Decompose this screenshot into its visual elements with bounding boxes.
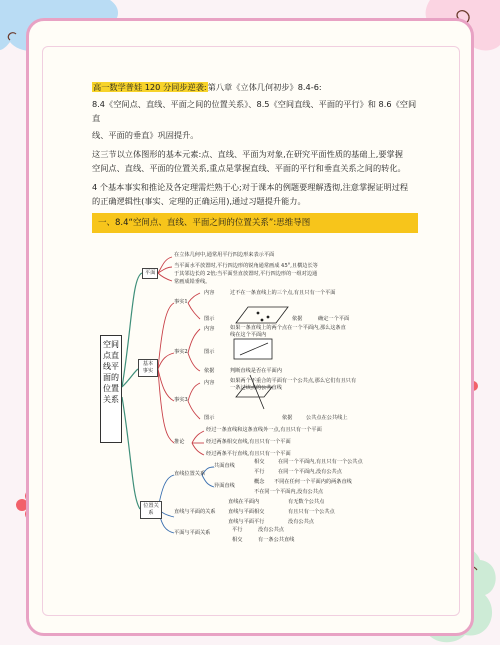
fact1-figure-label: 图示 xyxy=(204,316,215,322)
pp-intersect-desc: 有一条公共直线 xyxy=(258,537,295,543)
plane-note-4: 常画成铅垂线。 xyxy=(174,279,211,285)
fact1-basis-label: 依据 xyxy=(292,316,303,322)
fact1-content-label: 内容 xyxy=(204,290,215,296)
paragraph-2b: 的正确逻辑性(事实、定理的正确运用),通过习题提升能力。 xyxy=(92,196,306,206)
node-skew: 异面直线 xyxy=(214,483,235,489)
node-line-relations: 直线位置关系 xyxy=(174,471,206,477)
node-line-plane: 直线与平面的关系 xyxy=(174,509,216,515)
plane-note-3: 于其邻边长的 2倍;当平面竖直放置时,平行四边形的一组对边通 xyxy=(174,271,318,277)
pp-parallel-desc: 没有公共点 xyxy=(258,527,284,533)
pp-parallel: 平行 xyxy=(232,527,243,533)
fact1-basis: 确定一个平面 xyxy=(318,316,350,322)
node-fact-2: 事实2 xyxy=(174,349,188,355)
node-plane: 平面 xyxy=(142,268,158,279)
fact2-content: 如果一条直线上的两个点在一个平面内,那么这条直线在这个平面内 xyxy=(230,325,346,338)
section-title: 一、8.4“空间点、直线、平面之间的位置关系”:思维导图 xyxy=(92,213,418,233)
chapter-title: 第八章《立体几何初步》8.4-6: xyxy=(207,82,322,92)
mind-map xyxy=(92,247,418,627)
node-intersect: 相交 xyxy=(254,459,265,465)
fact1-content: 过不在一条直线上的三个点,有且只有一个平面 xyxy=(230,290,336,296)
parallel-desc: 在同一个平面内,没有公共点 xyxy=(278,469,342,475)
mind-map-root: 空间点直线平面的位置关系 xyxy=(100,335,122,443)
node-fact-1: 事实1 xyxy=(174,299,188,305)
intro-line-2: 8.4《空间点、直线、平面之间的位置关系》、8.5《空间直线、平面的平行》和 8.6《空间直 xyxy=(92,99,417,123)
paragraph-1a: 这三节以立体图形的基本元素:点、直线、平面为对象,在研究平面性质的基础上,要掌握 xyxy=(92,149,403,159)
fact3-content: 如果两个不重合的平面有一个公共点,那么它们有且只有一条过该点的公共直线 xyxy=(230,378,357,391)
fact3-basis: 公共点在公共线上 xyxy=(306,415,348,421)
fact2-figure-label: 图示 xyxy=(204,349,215,355)
fact2-basis-label: 依据 xyxy=(204,368,215,374)
node-lemma: 推论 xyxy=(174,439,185,445)
fact3-basis-label: 依据 xyxy=(282,415,293,421)
lemma-3: 经过两条平行直线,有且只有一个平面 xyxy=(206,451,291,457)
plane-note-2: 当平面水平放置时,平行四边形的锐角通常画成 45°,且横边长等 xyxy=(174,263,318,269)
intro-line-1 xyxy=(92,80,418,94)
skew-desc-1: 不同在任何一个平面内的两条直线 xyxy=(274,479,352,485)
fact2-basis: 判断直线是否在平面内 xyxy=(230,368,282,374)
lp-1-desc: 有无数个公共点 xyxy=(288,499,325,505)
skew-concept-label: 概念 xyxy=(254,479,265,485)
skew-desc-2: 不在同一个平面内,没有公共点 xyxy=(254,489,324,495)
lp-2: 直线与平面相交 xyxy=(228,509,265,515)
node-coplanar: 共面直线 xyxy=(214,463,235,469)
paragraph-1b: 空间点、直线、平面的位置关系,重点是掌握直线、平面的平行和垂直关系之间的转化。 xyxy=(92,163,406,173)
fact3-figure-label: 图示 xyxy=(204,415,215,421)
intro-line-3: 线、平面的垂直》巩固提升。 xyxy=(92,130,199,140)
fact2-content-label: 内容 xyxy=(204,326,215,332)
fact3-content-label: 内容 xyxy=(204,380,215,386)
highlight-title: 高一数学普娃 120 分同步逆袭: xyxy=(93,82,207,92)
lp-3: 直线与平面平行 xyxy=(228,519,265,525)
pp-intersect: 相交 xyxy=(232,537,243,543)
lp-1: 直线在平面内 xyxy=(228,499,260,505)
node-positions: 位置关系 xyxy=(140,501,162,519)
lp-2-desc: 有且只有一个公共点 xyxy=(288,509,335,515)
plane-note-1: 在立体几何中,通常用平行四边形来表示平面 xyxy=(174,252,275,258)
intersect-desc: 在同一个平面内,有且只有一个公共点 xyxy=(278,459,363,465)
node-parallel: 平行 xyxy=(254,469,265,475)
node-plane-plane: 平面与平面关系 xyxy=(174,530,211,536)
document-body xyxy=(92,80,418,237)
paragraph-2a: 4 个基本事实和推论及各定理需烂熟于心;对于课本的例题要理解透彻,注意掌握证明过程 xyxy=(92,182,409,192)
node-fact-3: 事实3 xyxy=(174,397,188,403)
lemma-1: 经过一条直线和这条直线外一点,有且只有一个平面 xyxy=(206,427,322,433)
lemma-2: 经过两条相交直线,有且只有一个平面 xyxy=(206,439,291,445)
node-basic-facts: 基本事实 xyxy=(138,359,158,377)
lp-3-desc: 没有公共点 xyxy=(288,519,314,525)
